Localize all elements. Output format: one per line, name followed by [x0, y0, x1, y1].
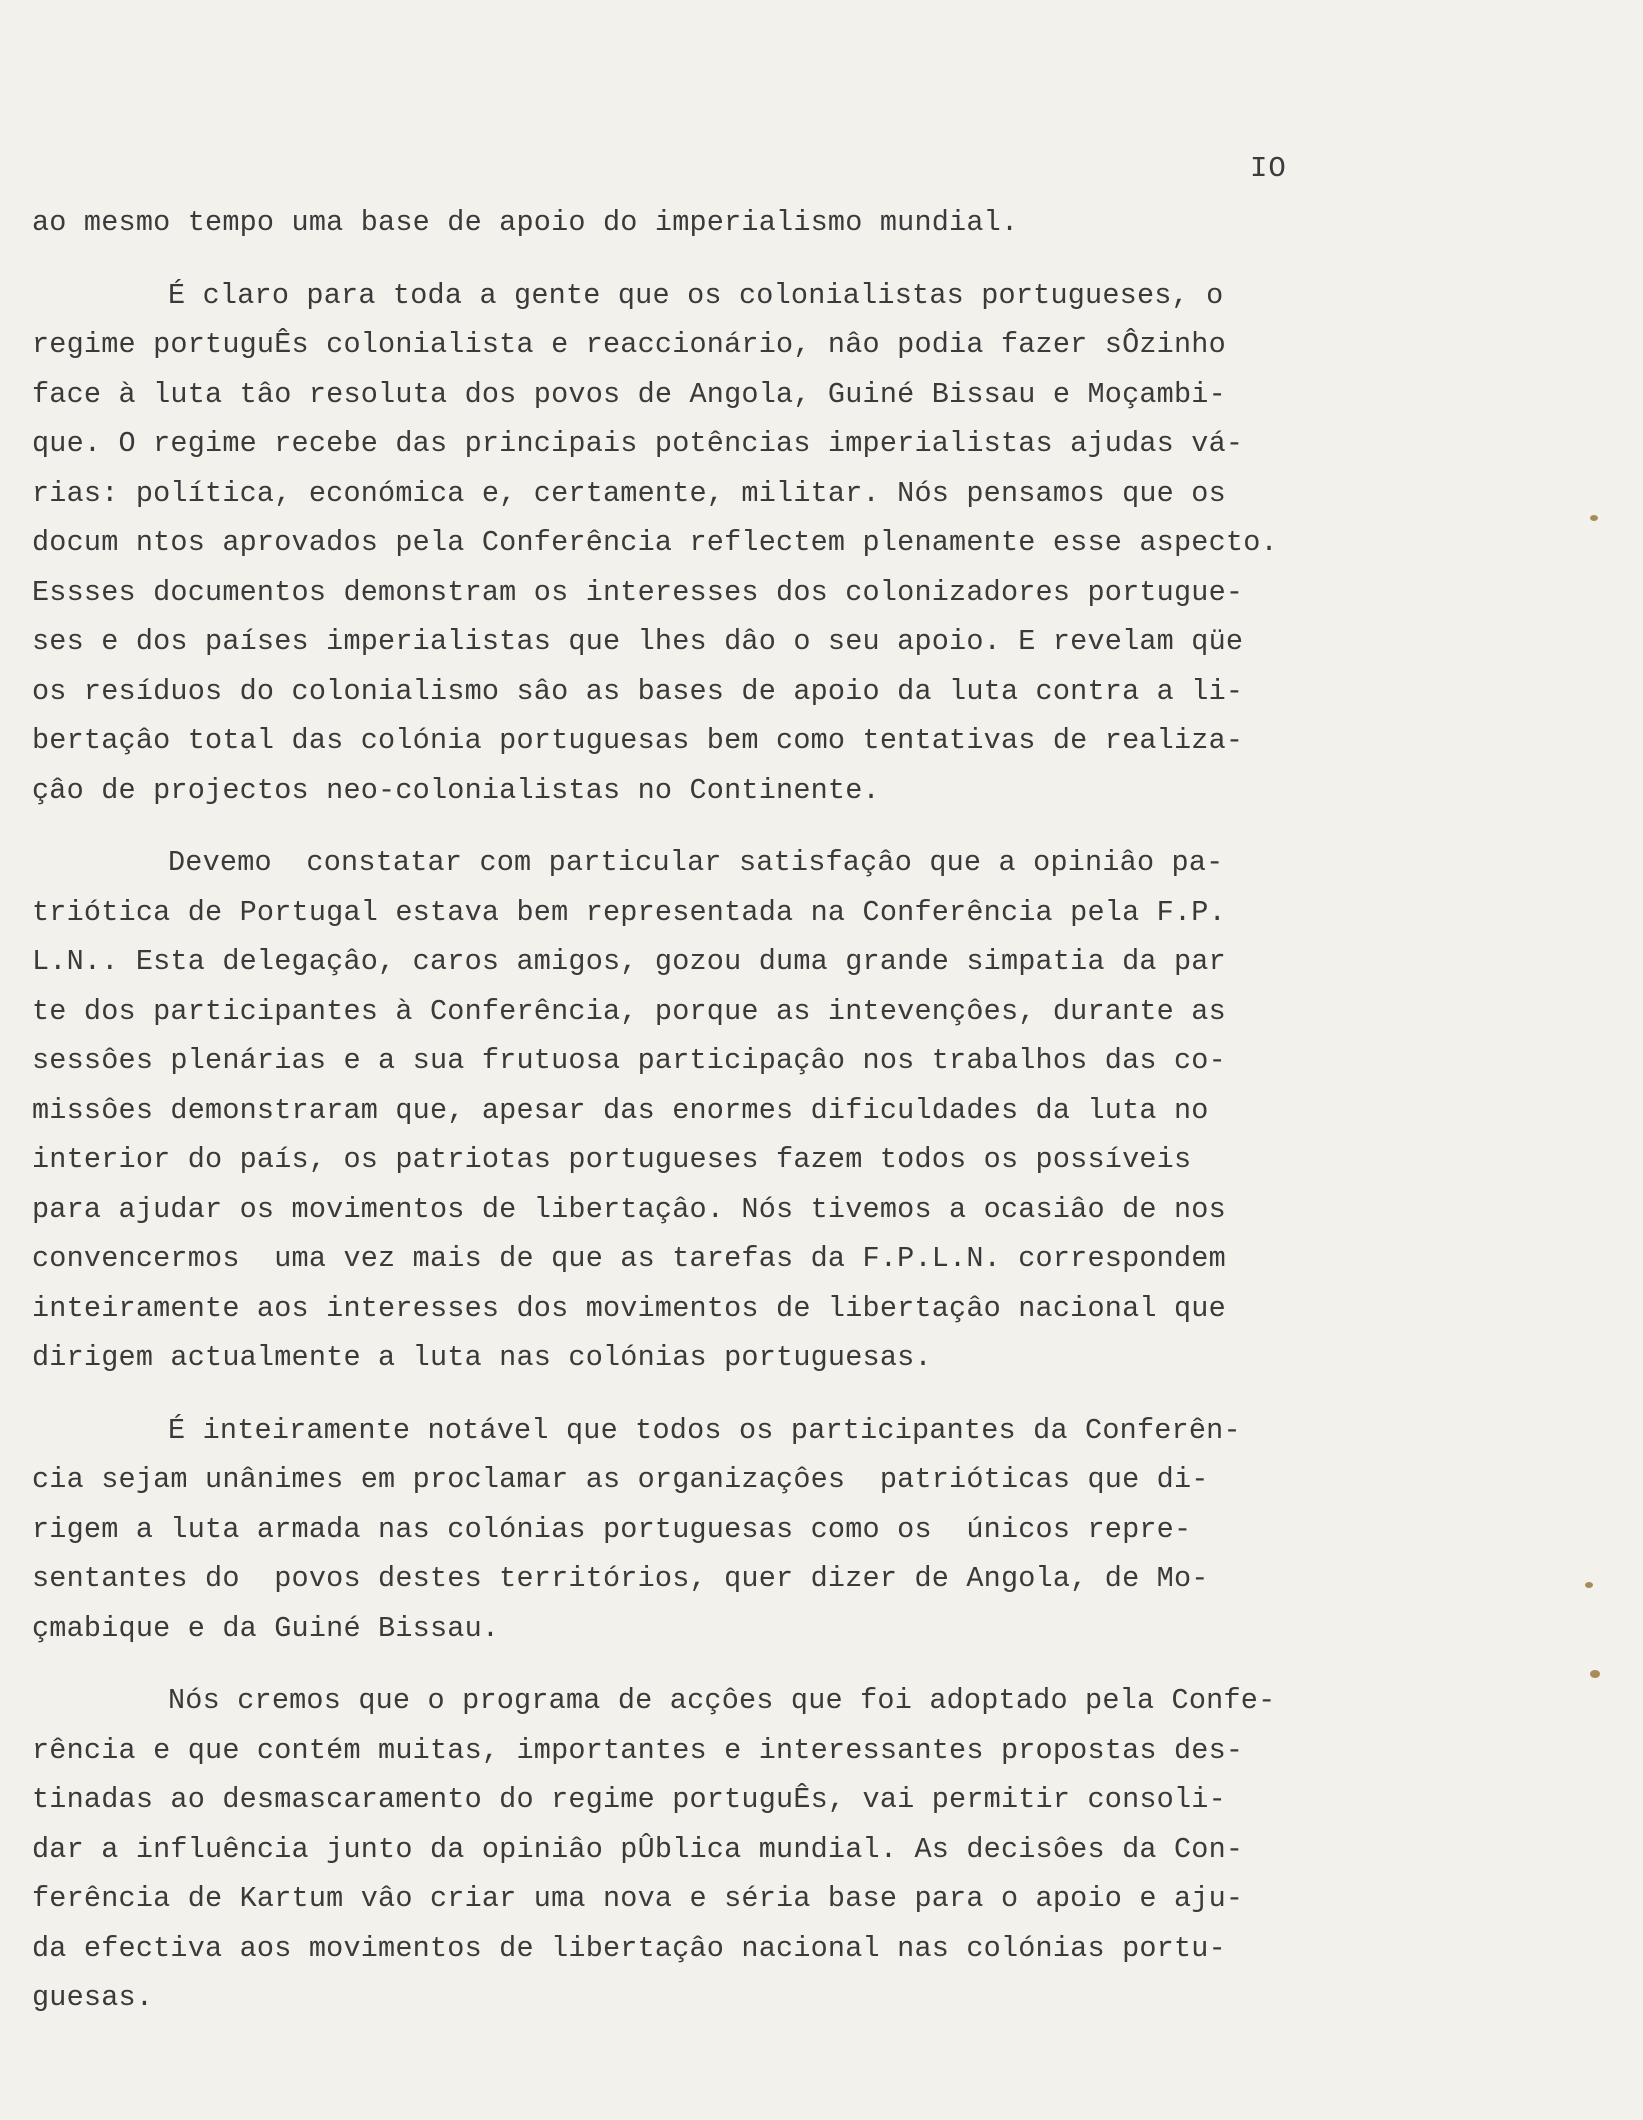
text-line: convencermos uma vez mais de que as tarefas da F.P.L.N. correspondem [32, 1242, 1226, 1275]
text-line: çmabique e da Guiné Bissau. [32, 1611, 500, 1645]
text-line: sessôes plenárias e a sua frutuosa participaçâo nos trabalhos das co- [32, 1044, 1226, 1077]
paragraph-gap [32, 248, 1452, 271]
text-line: dirigem actualmente a luta nas colónias portuguesas. [32, 1341, 932, 1374]
text-line: É inteiramente notável que todos os participantes da Conferên- [168, 1413, 1241, 1447]
paragraph [32, 271, 1452, 816]
text-line: Devemo constatar com particular satisfaçâo que a opiniâo pa- [168, 846, 1224, 879]
text-line: Essses documentos demonstram os interesses dos colonizadores portugue- [32, 575, 1244, 609]
text-line: bertaçâo total das colónia portuguesas bem como tentativas de realiza- [32, 724, 1244, 757]
text-line: face à luta tâo resoluta dos povos de Angola, Guiné Bissau e Moçambi- [32, 377, 1226, 411]
text-line: que. O regime recebe das principais potências imperialistas ajudas vá- [32, 427, 1244, 460]
paper-speck [1590, 1670, 1600, 1678]
paragraph [32, 1406, 1452, 1654]
text-line: missôes demonstraram que, apesar das enormes dificuldades da luta no [32, 1093, 1209, 1127]
paragraph-gap [32, 1383, 1452, 1406]
typed-text-body [32, 198, 1452, 2023]
text-line: L.N.. Esta delegaçâo, caros amigos, gozou duma grande simpatia da par [32, 945, 1226, 978]
text-line: rias: política, económica e, certamente, militar. Nós pensamos que os [32, 476, 1226, 510]
text-line: regime portuguÊs colonialista e reaccionário, nâo podia fazer sÔzinho [32, 328, 1226, 361]
text-line: rência e que contém muitas, importantes e interessantes propostas des- [32, 1733, 1244, 1767]
paper-speck [1590, 515, 1598, 521]
paper-speck [1585, 1582, 1593, 1588]
text-line: interior do país, os patriotas portugueses fazem todos os possíveis [32, 1143, 1192, 1176]
page-number: IO [1250, 152, 1287, 185]
text-line: ses e dos países imperialistas que lhes dâo o seu apoio. E revelam qüe [32, 625, 1244, 658]
text-line: para ajudar os movimentos de libertaçâo. Nós tivemos a ocasiâo de nos [32, 1192, 1226, 1226]
text-line: É claro para toda a gente que os colonialistas portugueses, o [168, 278, 1224, 312]
text-line: ferência de Kartum vâo criar uma nova e séria base para o apoio e aju- [32, 1882, 1244, 1915]
paragraph [32, 1676, 1452, 2023]
text-line: triótica de Portugal estava bem representada na Conferência pela F.P. [32, 895, 1226, 929]
text-line: te dos participantes à Conferência, porque as intevençôes, durante as [32, 994, 1226, 1028]
text-line: guesas. [32, 1981, 154, 2014]
paragraph [32, 838, 1452, 1383]
text-line: cia sejam unânimes em proclamar as organizaçôes patrióticas que di- [32, 1463, 1209, 1496]
text-line: dar a influência junto da opiniâo pÛblica mundial. As decisôes da Con- [32, 1832, 1244, 1866]
text-line: rigem a luta armada nas colónias portuguesas como os únicos repre- [32, 1512, 1192, 1546]
text-line: Nós cremos que o programa de acçôes que foi adoptado pela Confe- [168, 1684, 1276, 1717]
text-line: inteiramente aos interesses dos movimentos de libertaçâo nacional que [32, 1291, 1226, 1325]
paragraph-gap [32, 815, 1452, 838]
text-line: docum ntos aprovados pela Conferência reflectem plenamente esse aspecto. [32, 526, 1278, 559]
text-line: da efectiva aos movimentos de libertaçâo nacional nas colónias portu- [32, 1931, 1226, 1965]
text-line: sentantes do povos destes territórios, quer dizer de Angola, de Mo- [32, 1562, 1209, 1595]
text-line: ao mesmo tempo uma base de apoio do imperialismo mundial. [32, 206, 1019, 239]
text-line: çâo de projectos neo-colonialistas no Continente. [32, 773, 880, 807]
text-line: os resíduos do colonialismo sâo as bases de apoio da luta contra a li- [32, 674, 1244, 708]
paragraph [32, 198, 1452, 248]
paragraph-gap [32, 1653, 1452, 1676]
text-line: tinadas ao desmascaramento do regime portuguÊs, vai permitir consoli- [32, 1783, 1226, 1816]
